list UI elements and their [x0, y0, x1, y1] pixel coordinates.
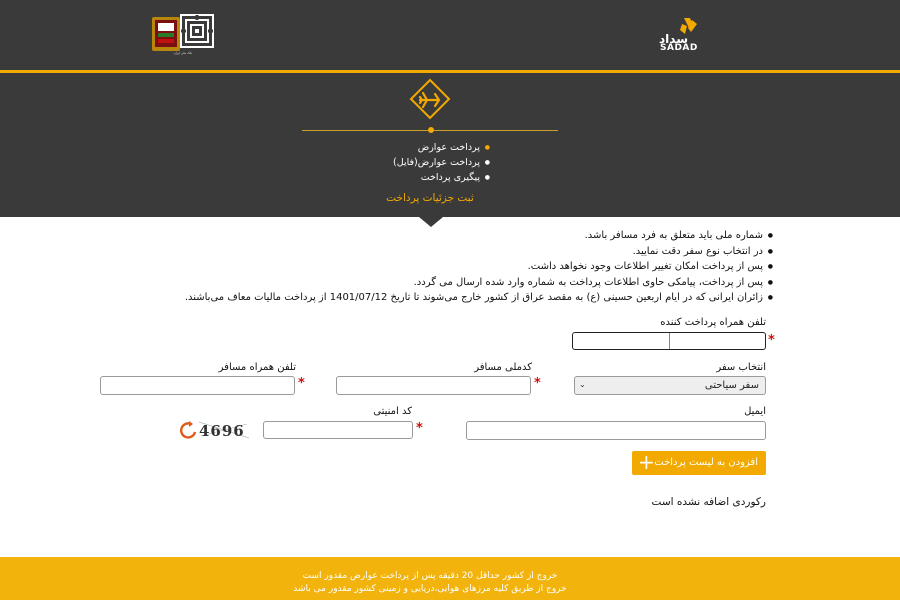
captcha-label: کد امنیتی [373, 406, 412, 417]
sadad-brand-text: SADAD [660, 43, 698, 53]
bank-melli-logo [151, 16, 181, 54]
maze-emblem-logo [180, 14, 214, 48]
note-item: ● پس از پرداخت، پیامکی حاوی اطلاعات پرداخت به شماره وارد شده ارسال می گردد. [150, 275, 773, 291]
add-to-payment-list-button[interactable] [632, 451, 766, 475]
required-mark: * [416, 421, 423, 436]
footer-line-2: خروج از طریق کلیه مرزهای هوایی،دریایی و زمینی کشور مقدور می باشد [293, 584, 567, 594]
national-id-label: کدملی مسافر [474, 362, 532, 373]
captcha-input[interactable] [263, 421, 413, 439]
empty-records-message: رکوردی اضافه نشده است [651, 496, 766, 508]
national-id-input[interactable] [336, 376, 531, 395]
trip-type-value: سفر سیاحتی [704, 380, 759, 391]
note-item: ● زائران ایرانی که در ایام اربعین حسینی (ع) به مقصد عراق از کشور خارج می‌شوند تا تاریخ 1401/07/12 از پرداخت مالیات معاف می‌باشند. [150, 290, 773, 306]
notes-list [150, 228, 773, 306]
footer-line-1: خروج از کشور حداقل 20 دقیقه پس از پرداخت عوارض مقدور است [302, 571, 558, 581]
refresh-icon[interactable] [181, 421, 195, 437]
trip-type-select[interactable] [574, 376, 766, 395]
menu-item-track-payment[interactable]: ● پیگیری پرداخت [380, 170, 490, 185]
footer [0, 557, 900, 600]
captcha-text: 4696 [199, 422, 245, 440]
section-title: ثبت جزئیات پرداخت [386, 192, 474, 204]
required-mark: * [298, 376, 305, 391]
required-mark: * [534, 376, 541, 391]
menu-item-pay-tolls[interactable]: ● پرداخت عوارض [380, 140, 490, 155]
hero-notch [419, 217, 443, 227]
plus-icon: + [638, 450, 655, 474]
bank-caption: بانک ملی ایران [173, 51, 193, 55]
payment-menu [380, 140, 490, 185]
payer-phone-prefix[interactable] [573, 333, 670, 349]
payer-phone-input[interactable] [572, 332, 766, 350]
sadad-fa-text: سداد [659, 32, 689, 46]
passenger-phone-input[interactable] [100, 376, 295, 395]
airplane-icon [409, 78, 451, 120]
chevron-down-icon: ⌄ [579, 380, 586, 389]
email-input[interactable] [466, 421, 766, 440]
payer-phone-number[interactable] [670, 333, 767, 349]
hero-divider-dot [428, 127, 434, 133]
note-item: ● در انتخاب نوع سفر دقت نمایید. [150, 244, 773, 260]
add-button-label: افزودن به لیست پرداخت [654, 457, 758, 468]
note-item: ● شماره ملی باید متعلق به فرد مسافر باشد. [150, 228, 773, 244]
payer-phone-label: تلفن همراه پرداخت کننده [660, 317, 766, 328]
trip-type-label: انتخاب سفر [716, 362, 766, 373]
note-item: ● پس از پرداخت امکان تغییر اطلاعات وجود نخواهد داشت. [150, 259, 773, 275]
email-label: ایمیل [744, 406, 766, 417]
required-mark: * [768, 333, 775, 348]
menu-item-pay-tolls-file[interactable]: ● پرداخت عوارض(فایل) [380, 155, 490, 170]
captcha-image [179, 418, 253, 442]
passenger-phone-label: تلفن همراه مسافر [218, 362, 296, 373]
top-header [0, 0, 900, 70]
